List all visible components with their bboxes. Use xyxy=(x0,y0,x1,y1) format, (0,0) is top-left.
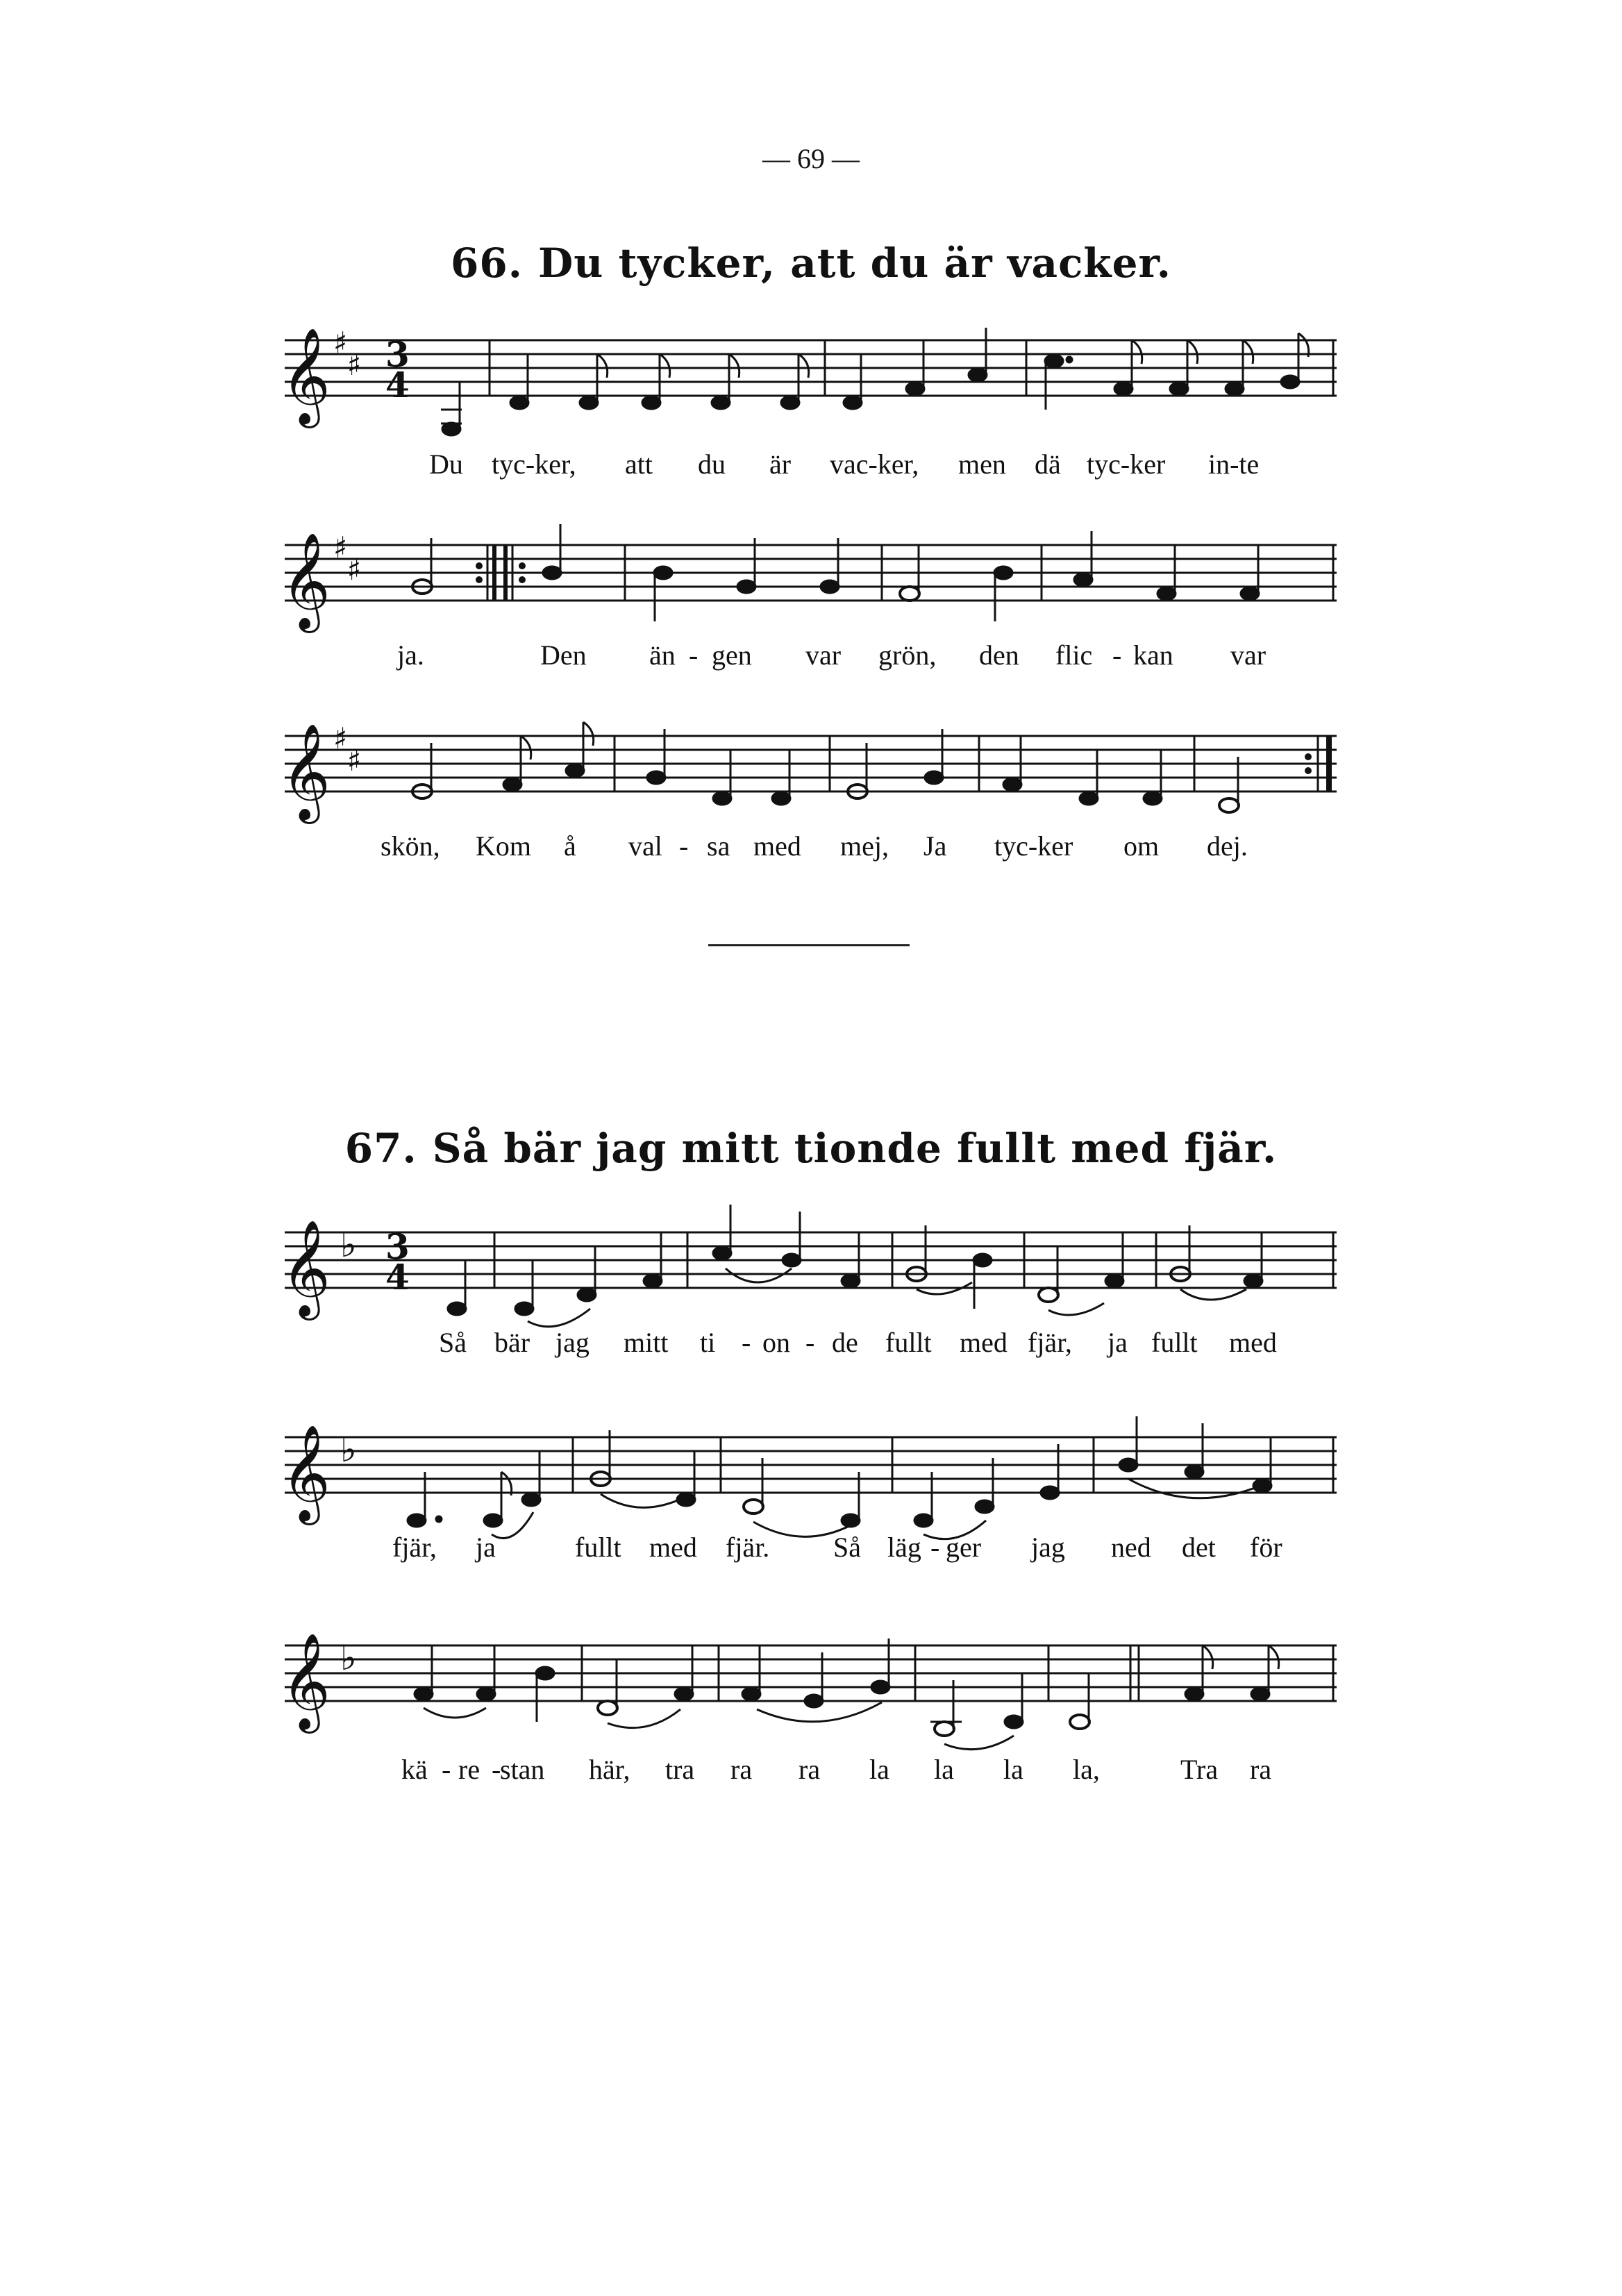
note xyxy=(1074,573,1092,586)
note xyxy=(781,396,799,409)
note xyxy=(1045,355,1063,367)
lyric-syllable: ger xyxy=(946,1532,982,1563)
note xyxy=(1080,792,1098,805)
lyrics-line xyxy=(0,448,1622,489)
lyric-syllable: Så xyxy=(439,1327,467,1358)
note xyxy=(783,1254,801,1266)
lyric-syllable: var xyxy=(805,639,842,671)
lyric-syllable: ja xyxy=(1107,1327,1128,1358)
lyric-syllable: å xyxy=(564,830,576,862)
section-divider xyxy=(708,944,910,946)
note xyxy=(1253,1480,1271,1492)
lyric-syllable: läg xyxy=(887,1532,921,1563)
lyric-syllable: Den xyxy=(540,639,587,671)
song-title xyxy=(0,1125,1622,1172)
song-number: 66. xyxy=(451,240,523,287)
note xyxy=(580,396,598,409)
lyric-syllable: sa xyxy=(707,830,730,862)
lyric-syllable: ra xyxy=(730,1754,753,1785)
treble-clef-icon: 𝄞 xyxy=(281,723,331,820)
music-staff xyxy=(0,1618,1622,1770)
treble-clef-icon: 𝄞 xyxy=(281,328,331,424)
lyric-syllable: fjär, xyxy=(1028,1327,1072,1358)
lyric-syllable: mej, xyxy=(840,830,889,862)
lyric-syllable: ja xyxy=(476,1532,496,1563)
note xyxy=(515,1302,533,1315)
time-signature-bottom: 4 xyxy=(385,1257,410,1298)
lyric-syllable: fullt xyxy=(575,1532,621,1563)
note xyxy=(1119,1459,1137,1471)
note xyxy=(994,567,1012,579)
lyric-syllable: - xyxy=(742,1327,751,1358)
note xyxy=(543,567,561,579)
lyric-syllable: Tra xyxy=(1180,1754,1219,1785)
note xyxy=(821,580,839,593)
note xyxy=(973,1254,992,1266)
note xyxy=(578,1289,596,1301)
lyric-syllable: ned xyxy=(1111,1532,1151,1563)
lyric-syllable: ra xyxy=(1250,1754,1272,1785)
lyric-syllable: med xyxy=(960,1327,1008,1358)
flat-icon: ♭ xyxy=(340,1430,357,1470)
note xyxy=(772,792,790,805)
time-signature-top: 3 xyxy=(385,334,410,375)
note xyxy=(805,1695,823,1707)
note xyxy=(477,1688,495,1700)
lyric-syllable: flic xyxy=(1055,639,1093,671)
sharp-icon: ♯ xyxy=(333,721,348,755)
note xyxy=(442,423,460,435)
lyric-syllable: jag xyxy=(1031,1532,1065,1563)
note xyxy=(1144,792,1162,805)
note xyxy=(522,1493,540,1506)
lyrics-line xyxy=(0,1326,1622,1368)
lyric-syllable: tyc-ker xyxy=(994,830,1073,862)
note xyxy=(654,567,672,579)
lyric-syllable: in-te xyxy=(1208,449,1260,480)
flat-icon: ♭ xyxy=(340,1225,357,1265)
lyric-syllable: var xyxy=(1230,639,1266,671)
lyric-syllable: tyc-ker, xyxy=(492,449,576,480)
lyric-syllable: att xyxy=(625,449,653,480)
note xyxy=(914,1514,933,1527)
lyric-syllable: vac-ker, xyxy=(830,449,919,480)
lyric-syllable: för xyxy=(1250,1532,1282,1563)
lyric-syllable: men xyxy=(958,449,1006,480)
note xyxy=(1281,376,1299,388)
lyric-syllable: dej. xyxy=(1207,830,1248,862)
note xyxy=(415,1688,433,1700)
lyric-syllable: gen xyxy=(712,639,752,671)
lyric-syllable: on xyxy=(762,1327,790,1358)
note xyxy=(598,1701,617,1715)
note xyxy=(900,587,919,601)
lyric-syllable: här, xyxy=(589,1754,630,1785)
note xyxy=(925,771,943,784)
lyric-syllable: än xyxy=(649,639,676,671)
lyric-syllable: kä xyxy=(401,1754,428,1785)
note xyxy=(647,771,665,784)
lyric-syllable: kan xyxy=(1133,639,1173,671)
note xyxy=(844,396,862,409)
lyric-syllable: la xyxy=(869,1754,889,1785)
lyric-syllable: - xyxy=(1112,639,1122,671)
note xyxy=(1185,1688,1203,1700)
sharp-icon: ♯ xyxy=(347,553,362,587)
note xyxy=(1226,383,1244,395)
song-number: 67. xyxy=(344,1125,417,1172)
note xyxy=(642,396,660,409)
lyric-syllable: skön, xyxy=(381,830,440,862)
note xyxy=(976,1500,994,1513)
lyric-syllable: tyc-ker xyxy=(1087,449,1166,480)
lyric-syllable: val xyxy=(628,830,662,862)
note xyxy=(742,1688,760,1700)
lyric-syllable: grön, xyxy=(878,639,937,671)
lyric-syllable: re xyxy=(458,1754,480,1785)
lyrics-line xyxy=(0,1531,1622,1573)
lyric-syllable: tra xyxy=(665,1754,695,1785)
note xyxy=(842,1514,860,1527)
song-title-text: Så bär jag mitt tionde fullt med fjär. xyxy=(432,1125,1278,1172)
lyric-syllable: de xyxy=(832,1327,858,1358)
time-signature-top: 3 xyxy=(385,1226,410,1267)
note xyxy=(1185,1466,1203,1478)
note xyxy=(536,1667,554,1679)
note xyxy=(1105,1275,1123,1287)
lyric-syllable: med xyxy=(753,830,801,862)
note xyxy=(448,1302,466,1315)
music-staff xyxy=(0,312,1622,451)
song-title-text: Du tycker, att du är vacker. xyxy=(537,240,1171,287)
note xyxy=(935,1722,954,1736)
lyric-syllable: - xyxy=(689,639,699,671)
lyric-syllable: - xyxy=(930,1532,940,1563)
note xyxy=(969,369,987,381)
lyric-syllable: ja. xyxy=(397,639,424,671)
lyric-syllable: är xyxy=(769,449,792,480)
lyric-syllable: ti xyxy=(700,1327,716,1358)
lyric-syllable: jag xyxy=(555,1327,590,1358)
lyric-syllable: du xyxy=(698,449,726,480)
note xyxy=(1170,383,1188,395)
sharp-icon: ♯ xyxy=(347,744,362,778)
lyric-syllable: - xyxy=(805,1327,815,1358)
sharp-icon: ♯ xyxy=(347,348,362,382)
sharp-icon: ♯ xyxy=(333,326,348,360)
lyric-syllable: bär xyxy=(494,1327,530,1358)
lyric-syllable: - xyxy=(442,1754,451,1785)
treble-clef-icon: 𝄞 xyxy=(281,1633,331,1729)
lyric-syllable: Så xyxy=(833,1532,861,1563)
lyric-syllable: Kom xyxy=(476,830,531,862)
lyric-syllable: fjär, xyxy=(392,1532,437,1563)
lyric-syllable: - xyxy=(492,1754,501,1785)
lyric-syllable: fjär. xyxy=(726,1532,770,1563)
sharp-icon: ♯ xyxy=(333,530,348,564)
note xyxy=(503,778,521,791)
note xyxy=(871,1681,889,1693)
lyric-syllable: det xyxy=(1182,1532,1216,1563)
note xyxy=(737,580,755,593)
note xyxy=(1157,587,1176,600)
page-number: — 69 — xyxy=(762,143,860,174)
note xyxy=(644,1275,662,1287)
lyric-syllable: med xyxy=(649,1532,697,1563)
time-signature-bottom: 4 xyxy=(385,364,410,405)
note xyxy=(712,396,730,409)
note xyxy=(1244,1275,1262,1287)
note xyxy=(1241,587,1259,600)
note xyxy=(1003,778,1021,791)
lyric-syllable: med xyxy=(1229,1327,1277,1358)
note xyxy=(675,1688,693,1700)
lyric-syllable: Du xyxy=(429,449,463,480)
note xyxy=(408,1514,426,1527)
lyric-syllable: dä xyxy=(1035,449,1061,480)
note xyxy=(1039,1288,1058,1302)
lyric-syllable: la xyxy=(934,1754,954,1785)
lyrics-line xyxy=(0,1753,1622,1795)
lyric-syllable: - xyxy=(679,830,689,862)
note xyxy=(1114,383,1132,395)
treble-clef-icon: 𝄞 xyxy=(281,1425,331,1521)
treble-clef-icon: 𝄞 xyxy=(281,533,331,629)
note xyxy=(484,1514,502,1527)
song-title xyxy=(0,240,1622,287)
note xyxy=(842,1275,860,1287)
music-staff xyxy=(0,517,1622,656)
note xyxy=(713,792,731,805)
note xyxy=(1041,1486,1059,1499)
note xyxy=(566,764,584,777)
lyric-syllable: ra xyxy=(799,1754,821,1785)
lyric-syllable: fullt xyxy=(885,1327,932,1358)
lyrics-line xyxy=(0,830,1622,871)
note xyxy=(510,396,528,409)
note xyxy=(1251,1688,1269,1700)
treble-clef-icon: 𝄞 xyxy=(281,1220,331,1316)
lyric-syllable: la, xyxy=(1073,1754,1100,1785)
lyrics-line xyxy=(0,639,1622,680)
flat-icon: ♭ xyxy=(340,1638,357,1678)
note xyxy=(1070,1715,1089,1729)
lyric-syllable: den xyxy=(979,639,1019,671)
note xyxy=(1005,1716,1023,1728)
note xyxy=(1219,798,1239,812)
lyric-syllable: la xyxy=(1003,1754,1023,1785)
lyric-syllable: fullt xyxy=(1151,1327,1198,1358)
lyric-syllable: Ja xyxy=(923,830,947,862)
lyric-syllable: stan xyxy=(500,1754,545,1785)
lyric-syllable: mitt xyxy=(624,1327,669,1358)
note xyxy=(713,1247,731,1259)
music-staff xyxy=(0,708,1622,847)
note xyxy=(744,1500,763,1514)
lyric-syllable: om xyxy=(1123,830,1160,862)
note xyxy=(906,383,924,395)
